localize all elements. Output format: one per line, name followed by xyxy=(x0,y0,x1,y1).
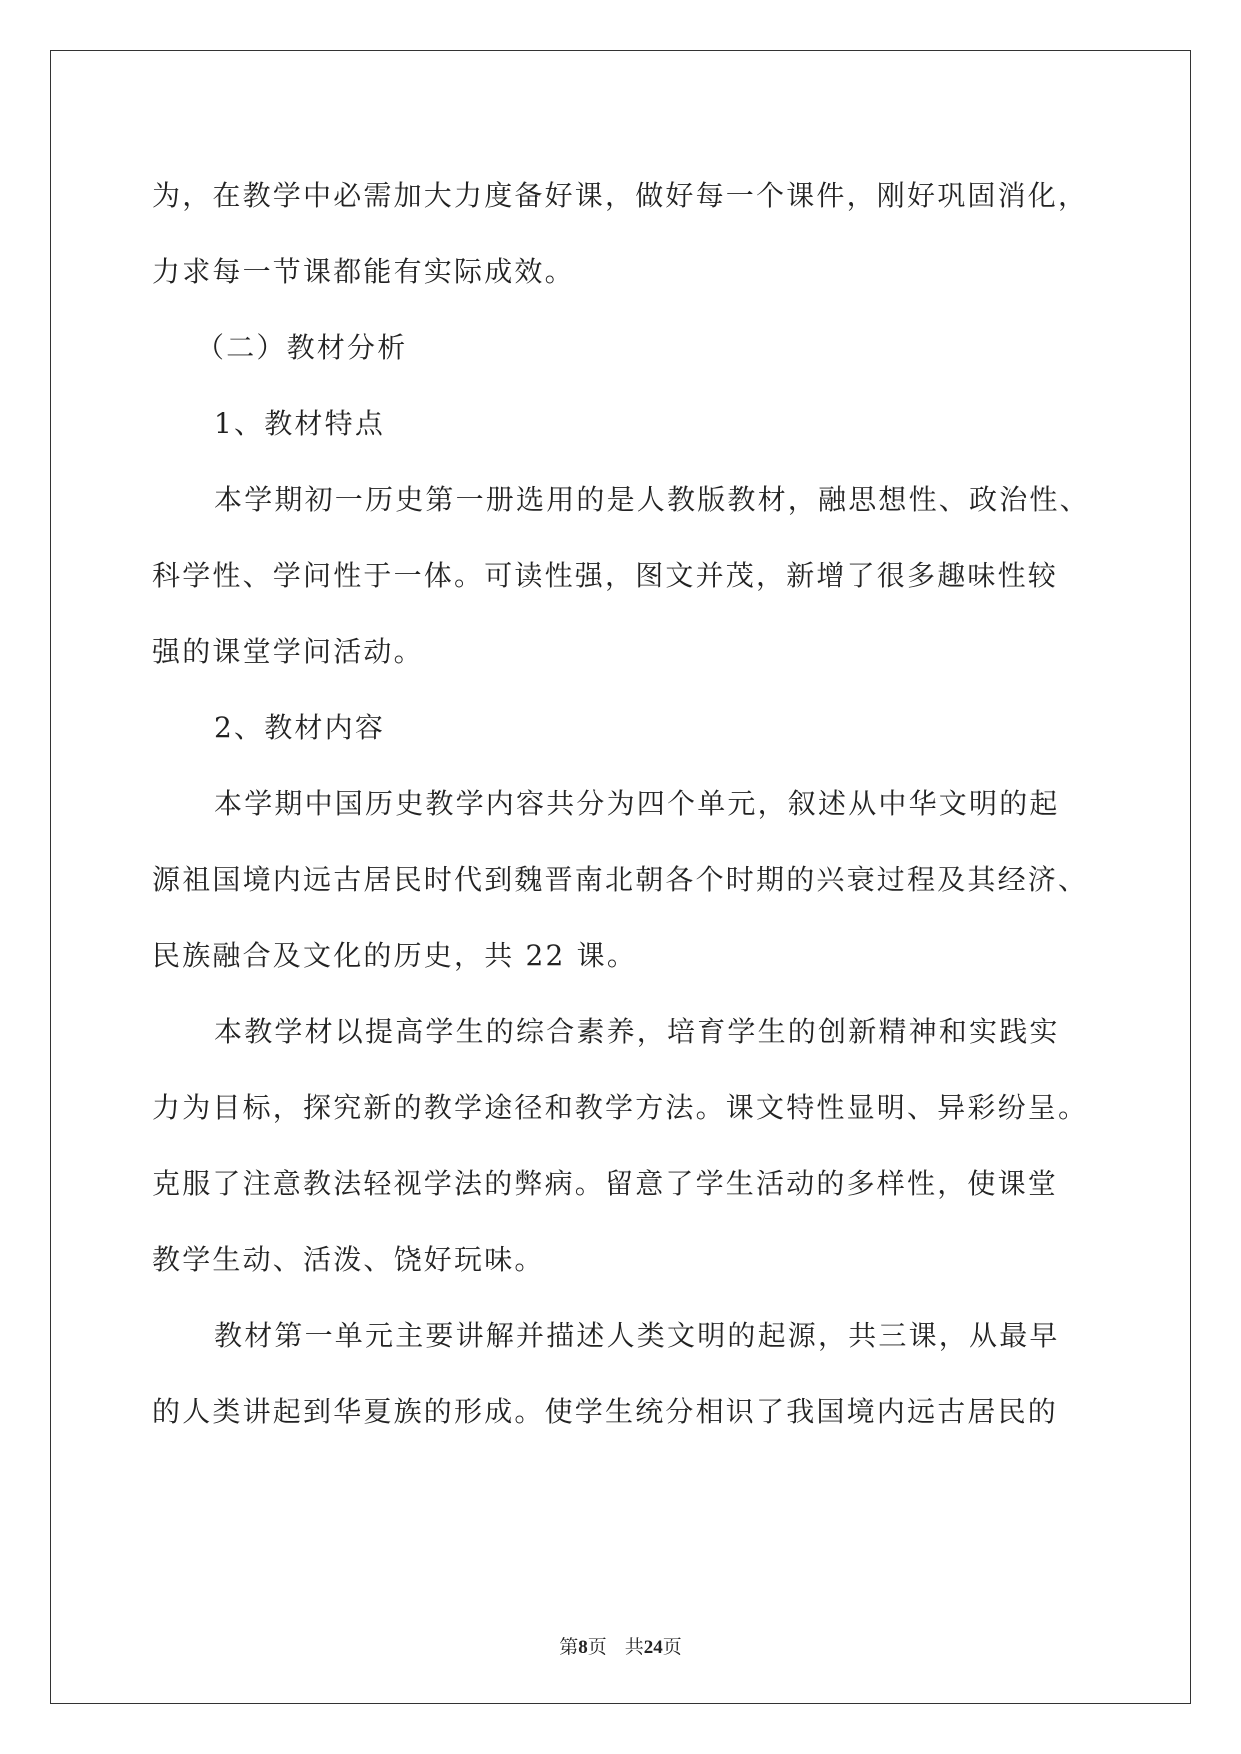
text-line: 强的课堂学问活动。 xyxy=(152,635,424,668)
document-body xyxy=(152,158,1092,1450)
total-page-count: 24 xyxy=(643,1637,663,1658)
section-heading: （二）教材分析 xyxy=(196,331,408,364)
text-line: 本学期中国历史教学内容共分为四个单元，叙述从中华文明的起 xyxy=(214,787,1060,820)
text-line: 教材第一单元主要讲解并描述人类文明的起源，共三课，从最早 xyxy=(214,1319,1060,1352)
text-line: 源祖国境内远古居民时代到魏晋南北朝各个时期的兴衰过程及其经济、 xyxy=(152,863,1089,896)
footer-total-prefix: 共 xyxy=(624,1636,644,1658)
page-footer xyxy=(0,1632,1241,1659)
footer-prefix: 第 xyxy=(559,1636,579,1658)
text-line: 本学期初一历史第一册选用的是人教版教材，融思想性、政治性、 xyxy=(214,483,1090,516)
subsection-heading: 1、教材特点 xyxy=(214,407,386,440)
current-page-number: 8 xyxy=(578,1637,588,1658)
text-line: 的人类讲起到华夏族的形成。使学生统分相识了我国境内远古居民的 xyxy=(152,1395,1059,1428)
text-line: 科学性、学问性于一体。可读性强，图文并茂，新增了很多趣味性较 xyxy=(152,559,1059,592)
text-line: 本教学材以提高学生的综合素养，培育学生的创新精神和实践实 xyxy=(214,1015,1060,1048)
subsection-heading: 2、教材内容 xyxy=(214,711,386,744)
text-line: 克服了注意教法轻视学法的弊病。留意了学生活动的多样性，使课堂 xyxy=(152,1167,1059,1200)
footer-total-suffix: 页 xyxy=(662,1636,682,1658)
text-line: 力为目标，探究新的教学途径和教学方法。课文特性显明、异彩纷呈。 xyxy=(152,1091,1089,1124)
text-line: 民族融合及文化的历史，共 22 课。 xyxy=(152,939,638,972)
text-line: 为，在教学中必需加大力度备好课，做好每一个课件，刚好巩固消化， xyxy=(152,179,1089,212)
text-line: 力求每一节课都能有实际成效。 xyxy=(152,255,575,288)
footer-page-suffix: 页 xyxy=(587,1636,607,1658)
text-line: 教学生动、活泼、饶好玩味。 xyxy=(152,1243,545,1276)
